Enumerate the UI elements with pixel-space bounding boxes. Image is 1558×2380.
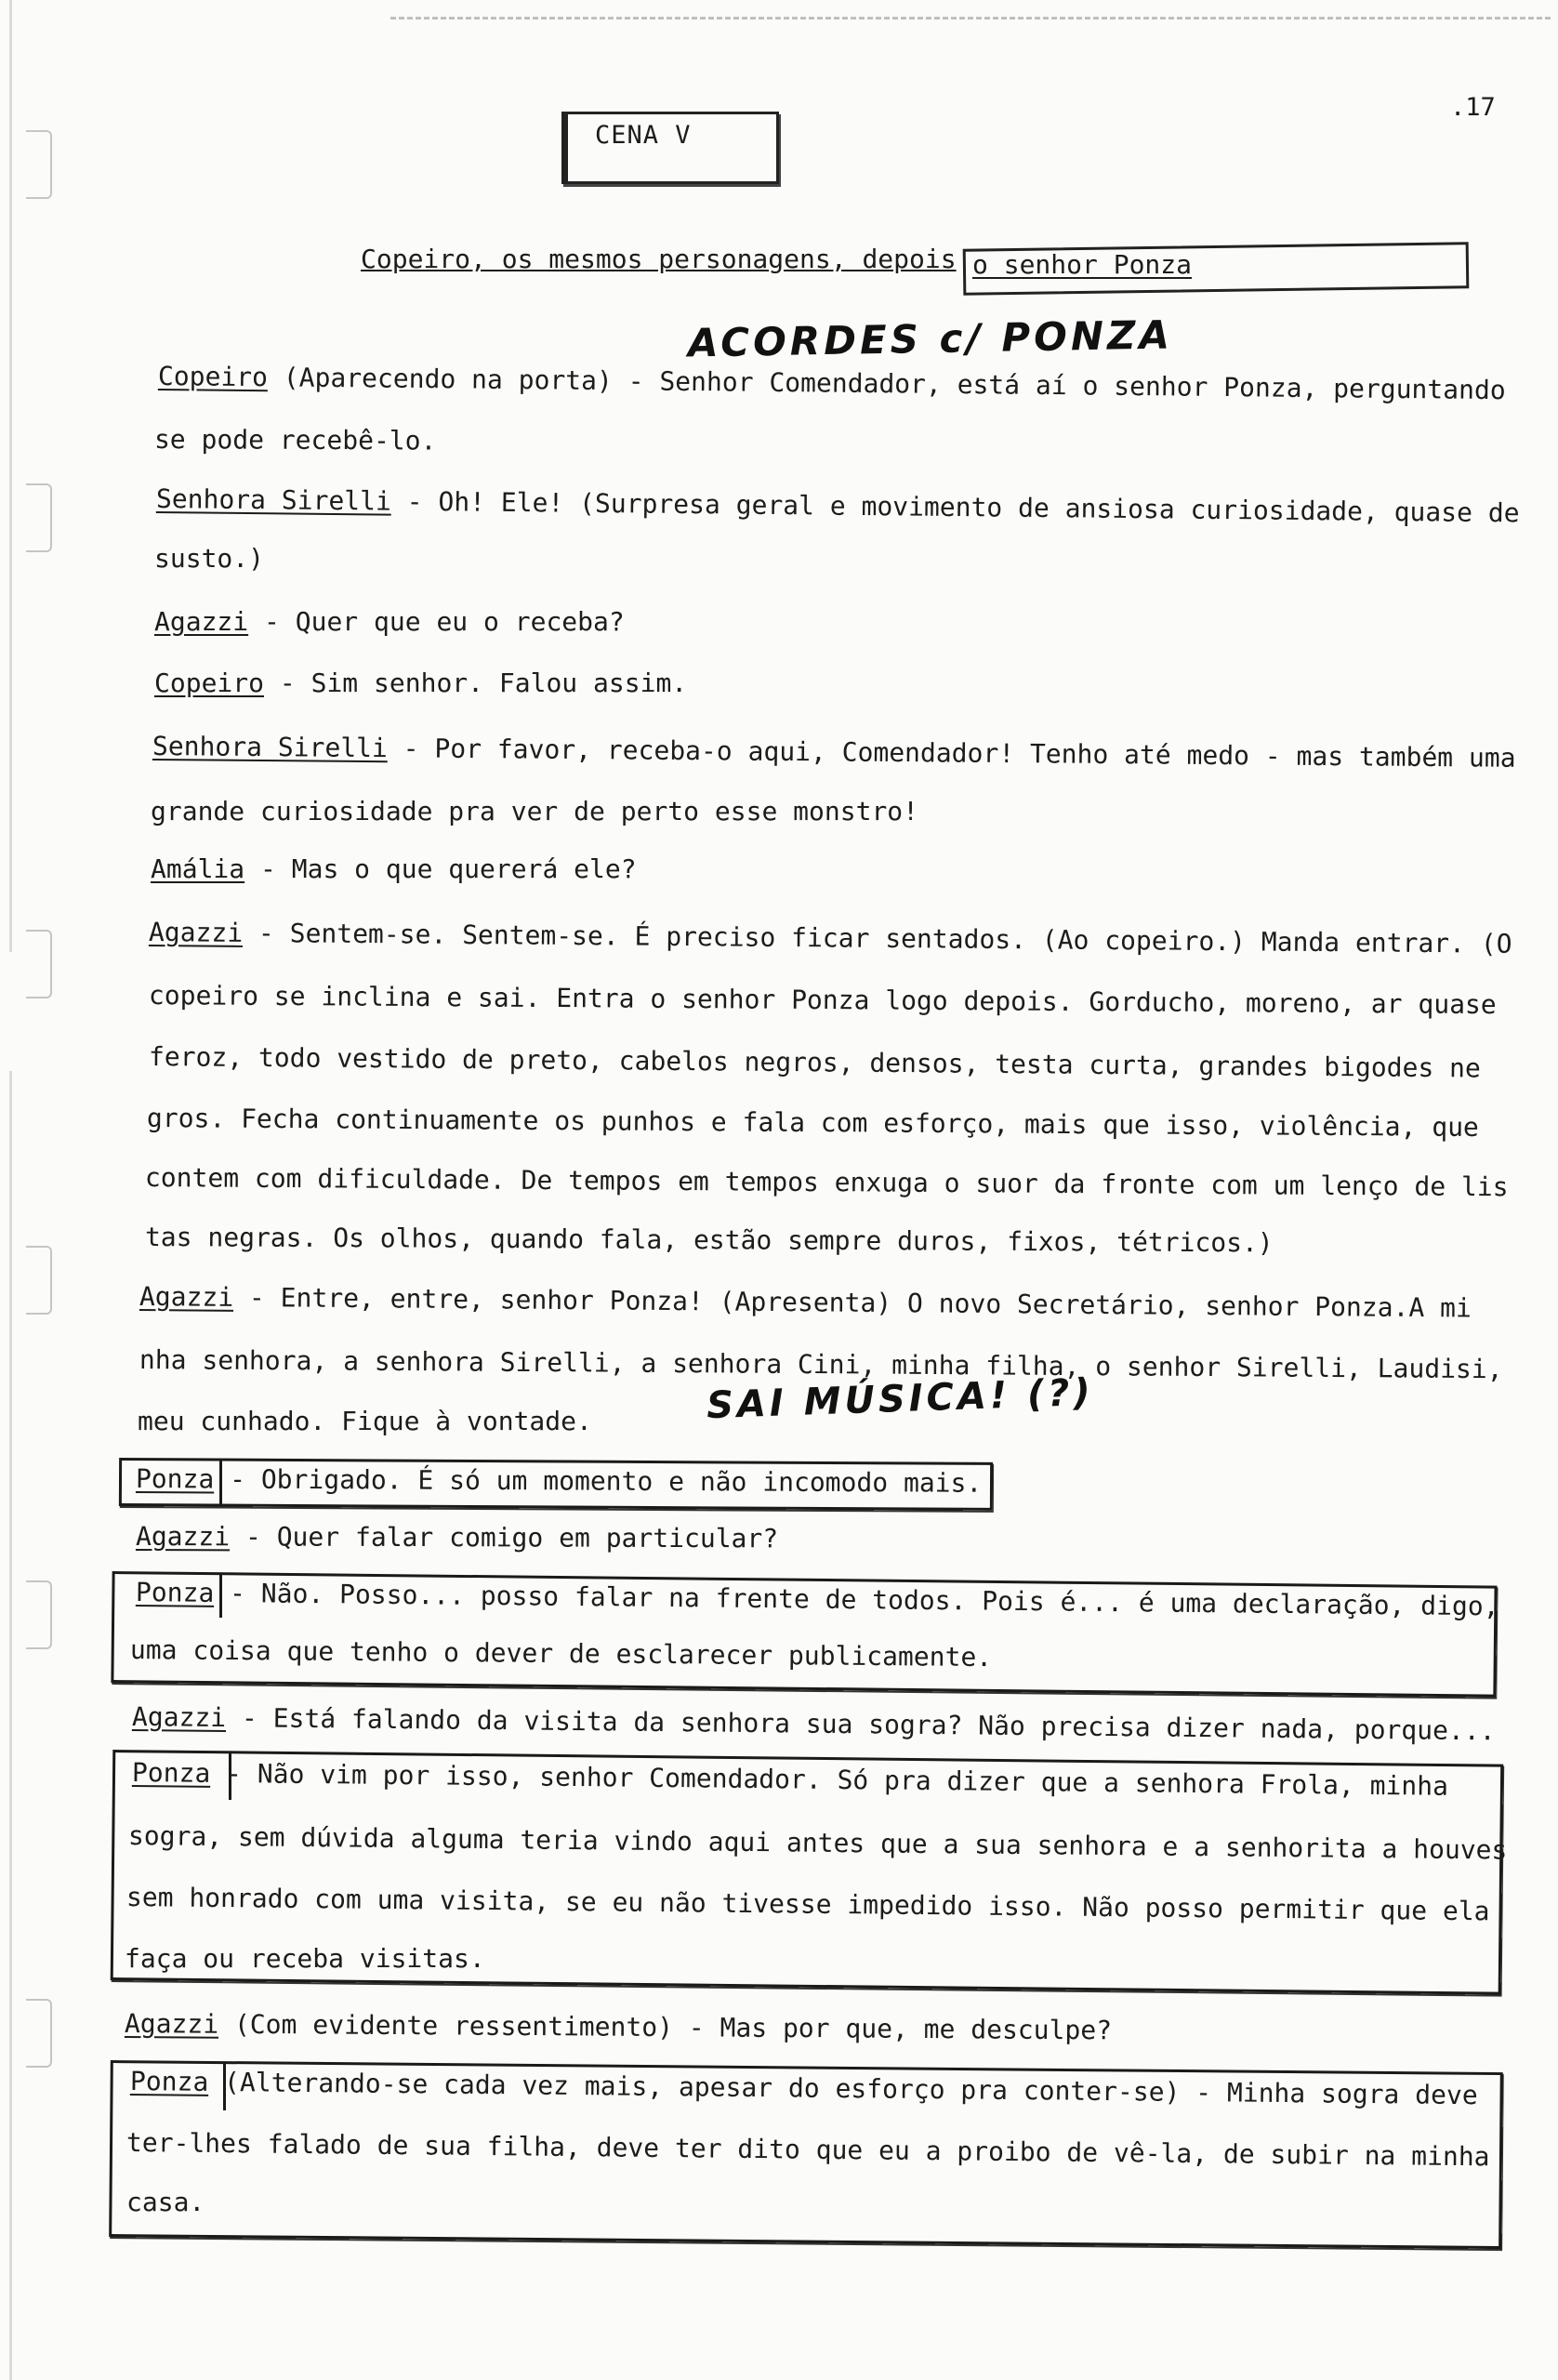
speaker-name: Amália (151, 853, 245, 884)
speaker-name: Agazzi (139, 1281, 234, 1313)
speaker-name: Senhora Sirelli (155, 483, 392, 517)
binding-mark (26, 1580, 52, 1649)
dialogue-line: contem com dificuldade. De tempos em tempos enxuga o suor da fronte com um lenço de lis (144, 1162, 1509, 1203)
handwritten-note: ACORDES c/ PONZA (687, 311, 1174, 366)
binding-mark (26, 1246, 52, 1315)
dialogue-line: Amália - Mas o que quererá ele? (151, 853, 637, 884)
speaker-name: Ponza (129, 2066, 209, 2097)
speaker-name: Agazzi (124, 2008, 219, 2040)
dialogue-line: gros. Fecha continuamente os punhos e fala com esforço, mais que isso, violência, que (146, 1103, 1479, 1144)
dialogue-line: Agazzi - Quer falar comigo em particular? (135, 1521, 779, 1554)
dialogue-line: Ponza - Não. Posso... posso falar na frente de todos. Pois é... é uma declaração, digo, (135, 1577, 1499, 1622)
dialogue-line: Ponza (Alterando-se cada vez mais, apesar do esforço pra conter-se) - Minha sogra deve (129, 2066, 1478, 2111)
dialogue-line: tas negras. Os olhos, quando fala, estão sempre duros, fixos, tétricos.) (144, 1222, 1274, 1259)
dialogue-line: meu cunhado. Fique à vontade. (138, 1406, 592, 1436)
dialogue-line: faça ou receba visitas. (125, 1943, 485, 1974)
speaker-name: Ponza (135, 1463, 215, 1495)
dialogue-line: Agazzi - Sentem-se. Sentem-se. É preciso ficar sentados. (Ao copeiro.) Manda entrar. (O (148, 917, 1512, 959)
speaker-name: Copeiro (157, 361, 269, 393)
speaker-name: Agazzi (154, 606, 249, 637)
dialogue-line: Senhora Sirelli - Oh! Ele! (Surpresa geral e movimento de ansiosa curiosidade, quase de (155, 483, 1520, 529)
dialogue-line: ter-lhes falado de sua filha, deve ter dito que eu a proibo de vê-la, de subir na minha (125, 2127, 1490, 2173)
subtitle-boxed-text: o senhor Ponza (972, 249, 1193, 280)
binding-mark (26, 1999, 52, 2068)
dialogue-line: Copeiro - Sim senhor. Falou assim. (154, 668, 688, 698)
dialogue-line: Copeiro (Aparecendo na porta) - Senhor Comendador, está aí o senhor Ponza, perguntando (157, 361, 1506, 406)
dialogue-line: Agazzi (Com evidente ressentimento) - Mas por que, me desculpe? (124, 2008, 1113, 2046)
dialogue-line: feroz, todo vestido de preto, cabelos negros, densos, testa curta, grandes bigodes ne (148, 1041, 1481, 1084)
scene-subtitle (361, 244, 957, 274)
binding-mark (26, 130, 52, 199)
dialogue-line: susto.) (154, 543, 265, 574)
dialogue-line: sem honrado com uma visita, se eu não tivesse impedido isso. Não posso permitir que ela (125, 1882, 1490, 1927)
scan-edge-line (9, 0, 12, 2380)
dialogue-line: Agazzi - Entre, entre, senhor Ponza! (Apresenta) O novo Secretário, senhor Ponza.A mi (139, 1281, 1472, 1324)
speaker-name: Senhora Sirelli (152, 731, 389, 764)
speaker-name: Ponza (135, 1577, 215, 1608)
dialogue-line: grande curiosidade pra ver de perto esse monstro! (151, 796, 919, 826)
scan-top-line (390, 17, 1552, 20)
subtitle-prefix: Copeiro, os mesmos personagens, depois (361, 244, 957, 274)
speaker-name: Agazzi (131, 1701, 227, 1734)
dialogue-line: copeiro se inclina e sai. Entra o senhor Ponza logo depois. Gorducho, moreno, ar quase (148, 980, 1497, 1021)
dialogue-line: Ponza - Obrigado. É só um momento e não incomodo mais. (135, 1463, 983, 1499)
scene-title: CENA V (595, 121, 692, 150)
dialogue-line: casa. (126, 2187, 205, 2217)
page-number: .17 (1450, 93, 1496, 122)
dialogue-line: nha senhora, a senhora Sirelli, a senhora Cini, minha filha, o senhor Sirelli, Laudisi, (139, 1344, 1503, 1385)
binding-mark (26, 483, 52, 552)
dialogue-line: Ponza - Não vim por isso, senhor Comendador. Só pra dizer que a senhora Frola, minha (131, 1757, 1449, 1802)
dialogue-line: Senhora Sirelli - Por favor, receba-o aqui, Comendador! Tenho até medo - mas também uma (152, 731, 1516, 774)
dialogue-line: uma coisa que tenho o dever de esclarecer publicamente. (129, 1634, 993, 1673)
dialogue-line: Agazzi - Está falando da visita da senhora sua sogra? Não precisa dizer nada, porque... (131, 1701, 1496, 1747)
speaker-name: Copeiro (154, 668, 265, 698)
dialogue-line: Agazzi - Quer que eu o receba? (154, 606, 625, 637)
dialogue-line: se pode recebê-lo. (153, 424, 437, 456)
binding-mark (26, 930, 52, 998)
speaker-name: Ponza (131, 1757, 211, 1789)
handwritten-note: SAI MÚSICA! (?) (706, 1370, 1095, 1428)
dialogue-line: sogra, sem dúvida alguma teria vindo aqui antes que a sua senhora e a senhorita a houves (127, 1820, 1508, 1866)
speaker-name: Agazzi (135, 1521, 231, 1553)
speaker-name: Agazzi (148, 917, 244, 948)
